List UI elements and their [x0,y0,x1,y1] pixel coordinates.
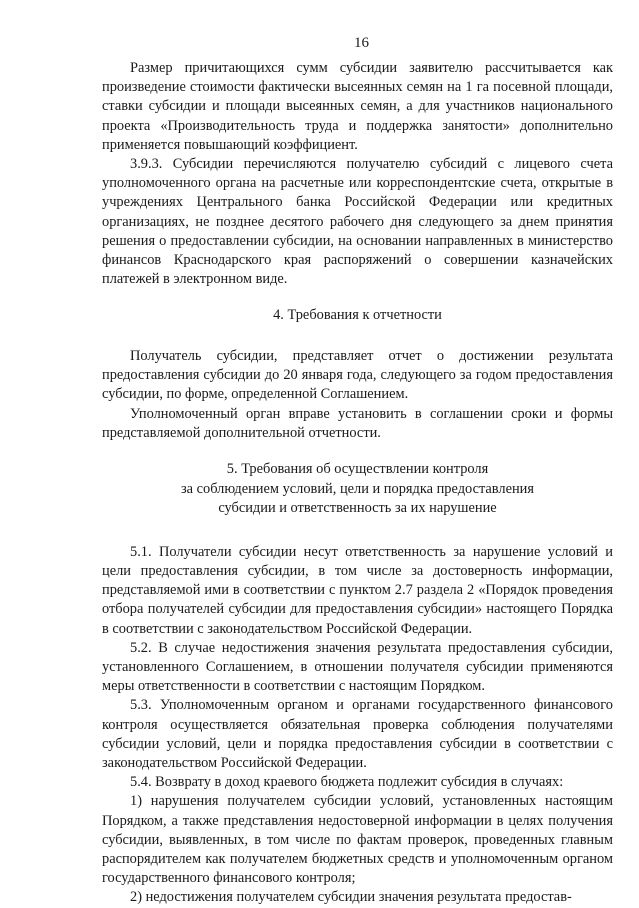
section-5-heading-line-3: субсидии и ответственность за их нарушение [218,500,497,517]
paragraph-subsidy-amount: Размер причитающихся сумм субсидии заявителю рассчитывается как произведение стоимости фактически высеянных семян на 1 га посевной площади, ставки субсидии и площади высеянных семян, а для участников национального проекта «Производительность труда и поддержка занятости» дополнительно применяется повышающий коэффициент. [102,60,613,153]
page-number: 16 [354,35,369,51]
section-5-heading-line-2: за соблюдением условий, цели и порядка предоставления [180,480,535,497]
list-item-5-4-2: 2) недостижения получателем субсидии значения результата предостав- [130,889,572,906]
paragraph-3-9-3: 3.9.3. Субсидии перечисляются получателю субсидий с лицевого счета уполномоченного органа на расчетные или корреспондентские счета, открытые в учреждениях Центрального банка Российской Федерации или кредитных организациях, не позднее десятого рабочего дня следующего за днем принятия решения о предоставлении субсидии, на основании направленных в министерство финансов Краснодарского края распоряжений о совершении казначейских платежей в электронном виде. [102,156,613,288]
list-item-5-4-1: 1) нарушения получателем субсидии условий, установленных настоящим Порядком, а также представления недостоверной информации в целях получения субсидии, выявленных, в том числе по фактам проверок, проведенных главным распорядителем как получателем бюджетных средств и уполномоченным органом государственного финансового контроля; [102,793,613,887]
paragraph-report-deadline: Получатель субсидии, представляет отчет о достижении результата предоставления субсидии до 20 января года, следующего за годом предоставления субсидии, по форме, определенной Соглашением. [102,348,613,403]
paragraph-5-4: 5.4. Возврату в доход краевого бюджета подлежит субсидия в случаях: [130,774,564,791]
section-5-heading-line-1: 5. Требования об осуществлении контроля [226,461,489,478]
paragraph-additional-reporting: Уполномоченный орган вправе установить в соглашении сроки и формы представляемой дополнительной отчетности. [102,405,613,441]
section-4-heading: 4. Требования к отчетности [273,307,442,324]
paragraph-5-2: 5.2. В случае недостижения значения результата предоставления субсидии, установленного Соглашением, в отношении получателя субсидии применяются меры ответственности в соответствии с настоящим Порядком. [102,639,613,695]
paragraph-5-1: 5.1. Получатели субсидии несут ответственность за нарушение условий и цели предоставления субсидии, в том числе за достоверность информации, представляемой ими в соответствии с пунктом 2.7 раздела 2 «Порядок проведения отбора получателей субсидии для предоставления субсидии» настоящего Порядка в соответствии с законодательством Российской Федерации. [102,543,613,637]
paragraph-5-3: 5.3. Уполномоченным органом и органами государственного финансового контроля осуществляется обязательная проверка соблюдения получателями субсидии условий, цели и порядка предоставления субсидии в соответствии с законодательством Российской Федерации. [102,697,613,772]
